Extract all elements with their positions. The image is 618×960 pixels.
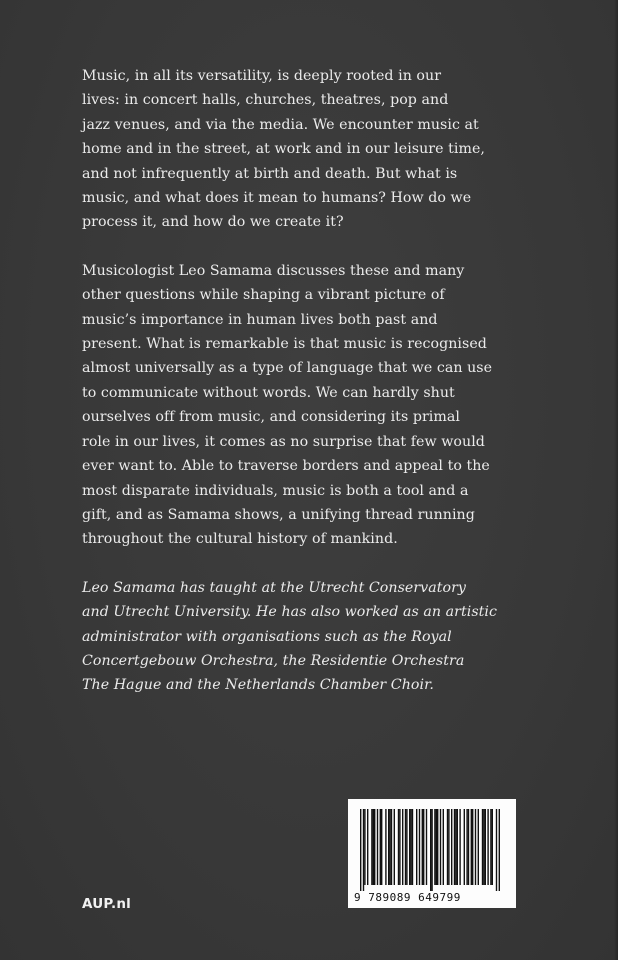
author-bio xyxy=(82,576,522,698)
barcode-bar xyxy=(416,809,417,885)
blurb-paragraph-1 xyxy=(82,64,522,235)
barcode-bar xyxy=(485,809,486,885)
barcode-bar xyxy=(374,809,375,885)
blurb-line: home and in the street, at work and in our leisure time, xyxy=(82,141,485,158)
barcode-bar xyxy=(440,809,441,885)
barcode-bar xyxy=(436,809,437,885)
barcode-bar xyxy=(371,809,372,885)
barcode-bar xyxy=(422,809,423,885)
barcode-bar xyxy=(394,809,395,885)
barcode-bar xyxy=(364,809,365,885)
barcode-bar xyxy=(459,809,460,885)
barcode-bar xyxy=(412,809,413,885)
barcode-bar xyxy=(388,809,389,885)
barcode-bar xyxy=(402,809,403,885)
barcode-bar xyxy=(398,809,399,885)
blurb-paragraph-2 xyxy=(82,259,522,552)
back-cover-text xyxy=(82,64,522,698)
bio-line: Leo Samama has taught at the Utrecht Conservatory xyxy=(82,579,466,596)
barcode-bar xyxy=(409,809,410,885)
blurb-line: throughout the cultural history of mankind. xyxy=(82,531,398,548)
isbn-barcode xyxy=(348,799,516,908)
barcode-bar xyxy=(447,809,448,885)
blurb-line: lives: in concert halls, churches, theatres, pop and xyxy=(82,92,449,109)
blurb-line: present. What is remarkable is that music is recognised xyxy=(82,336,487,353)
barcode-bar xyxy=(431,809,432,891)
barcode-bar xyxy=(464,809,465,885)
barcode-bar xyxy=(385,809,386,885)
publisher-logo: AUP.nl xyxy=(82,896,131,912)
barcode-bar xyxy=(363,809,364,891)
barcode-bar xyxy=(406,809,407,885)
barcode-bar xyxy=(437,809,438,885)
blurb-line: and not infrequently at birth and death. But what is xyxy=(82,165,458,182)
barcode-bar xyxy=(448,809,449,885)
bio-line: and Utrecht University. He has also worked as an artistic xyxy=(82,604,498,621)
blurb-line: music’s importance in human lives both past and xyxy=(82,311,438,328)
barcode-bar xyxy=(482,809,483,885)
blurb-line: music, and what does it mean to humans? How do we xyxy=(82,190,472,207)
cover-edge-shadow xyxy=(614,0,618,960)
bio-line: administrator with organisations such as the Royal xyxy=(82,628,452,645)
barcode-bar xyxy=(487,809,488,885)
barcode-bars xyxy=(360,809,504,891)
barcode-bar xyxy=(466,809,467,885)
barcode-bar xyxy=(496,809,497,891)
barcode-bar xyxy=(471,809,472,885)
barcode-bar xyxy=(472,809,473,885)
barcode-bar xyxy=(367,809,368,885)
barcode-bar xyxy=(478,809,479,885)
barcode-bar xyxy=(457,809,458,885)
blurb-line: Musicologist Leo Samama discusses these and many xyxy=(82,262,465,279)
barcode-bar xyxy=(423,809,424,885)
barcode-bar xyxy=(360,809,361,891)
blurb-line: jazz venues, and via the media. We encounter music at xyxy=(82,116,479,133)
barcode-bar xyxy=(468,809,469,885)
barcode-bar xyxy=(381,809,382,885)
barcode-bar xyxy=(377,809,378,885)
barcode-bar xyxy=(454,809,455,885)
blurb-line: ourselves off from music, and considering its primal xyxy=(82,409,460,426)
blurb-line: ever want to. Able to traverse borders and appeal to the xyxy=(82,458,490,475)
barcode-bar xyxy=(455,809,456,885)
blurb-line: gift, and as Samama shows, a unifying thread running xyxy=(82,506,475,523)
blurb-line: role in our lives, it comes as no surprise that few would xyxy=(82,433,485,450)
barcode-bar xyxy=(373,809,374,885)
barcode-bar xyxy=(451,809,452,885)
barcode-bar xyxy=(389,809,390,885)
blurb-line: almost universally as a type of language that we can use xyxy=(82,360,493,377)
barcode-bar xyxy=(430,809,431,891)
blurb-line: to communicate without words. We can hardly shut xyxy=(82,384,455,401)
barcode-bar xyxy=(419,809,420,885)
barcode-bar xyxy=(475,809,476,885)
barcode-bar xyxy=(483,809,484,885)
barcode-bar xyxy=(499,809,500,891)
barcode-bar xyxy=(391,809,392,885)
blurb-line: process it, and how do we create it? xyxy=(82,214,344,231)
barcode-bar xyxy=(443,809,444,885)
isbn-number: 9 789089 649799 xyxy=(354,891,461,904)
barcode-bar xyxy=(490,809,491,885)
barcode-bar xyxy=(405,809,406,885)
bio-line: Concertgebouw Orchestra, the Residentie Orchestra xyxy=(82,652,465,669)
barcode-bar xyxy=(492,809,493,885)
blurb-line: Music, in all its versatility, is deeply rooted in our xyxy=(82,68,442,84)
bio-line: The Hague and the Netherlands Chamber Choir. xyxy=(82,677,434,694)
barcode-bar xyxy=(426,809,427,885)
barcode-bar xyxy=(380,809,381,885)
blurb-line: most disparate individuals, music is both a tool and a xyxy=(82,482,469,499)
barcode-bar xyxy=(399,809,400,885)
barcode-bar xyxy=(434,809,435,885)
blurb-line: other questions while shaping a vibrant picture of xyxy=(82,287,445,304)
barcode-bar xyxy=(410,809,411,885)
